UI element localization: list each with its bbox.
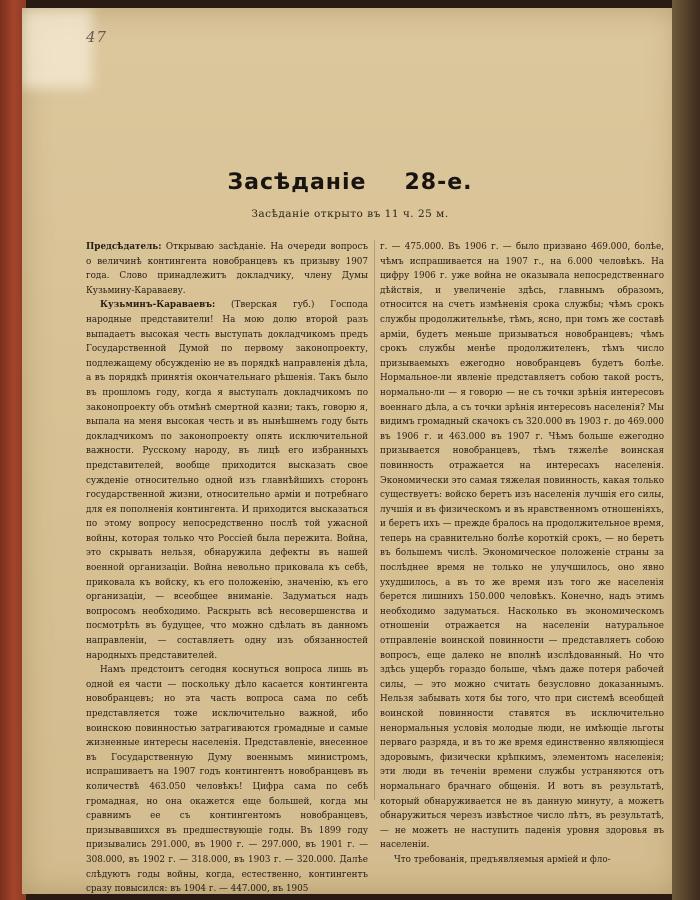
handwritten-page-mark: 47 (86, 28, 108, 46)
speaker-name: Кузьминъ-Караваевъ: (100, 300, 216, 311)
document-page (22, 8, 678, 894)
paragraph-text: (Тверская губ.) Господа народные представители! На мою долю второй разъ выпадаетъ высокая честь выступать докладчикомъ предъ Государственной Думой по первому законопроекту, подлежащему обсужденію не въ порядкѣ направленія дѣла, а въ порядкѣ принятія окончательнаго рѣшенія. Такъ было въ прошломъ году, когда я выступалъ докладчикомъ по законопроекту объ отмѣнѣ смертной казни; такъ, говорю я, выпала на меня высокая честь и въ нынѣшнемъ году быть докладчикомъ по законопроекту опять исключительной важности. Русскому народу, въ лицѣ его избранныхъ представителей, вообще приходится высказать свое сужденіе относительно одной изъ главнѣйшихъ сторонъ государственной жизни, относительно арміи и потребнаго для ея пополненія контингента. И приходится высказаться по этому вопросу непосредственно послѣ той ужасной войны, которая только что Россіей была пережита. Война, это скрывать нельзя, обнаружила дефекты въ нашей военной организаціи. Война невольно приковала къ себѣ, приковала къ войску, къ его положенію, значенію, къ его организаціи, — всеобщее вниманіе. Задуматься надъ вопросомъ необходимо. Раскрыть всѣ несовершенства и посмотрѣть въ будущее, что можно сдѣлать въ данномъ направленіи, — составляетъ одну изъ обязанностей народныхъ представителей. (86, 300, 369, 661)
paragraph (380, 853, 664, 868)
paper-stain (22, 8, 92, 88)
right-column (380, 240, 664, 868)
paragraph-text: Намъ предстоитъ сегодня коснуться вопроса лишь въ одной ея части — поскольку дѣло касается контингента новобранцевъ; но эта часть вопроса сама по себѣ представляется тоже исключительно важной, ибо воинскою повинностью затрагиваются громадные и самые жизненные интересы населенія. Представленіе, внесенное въ Государственную Думу военнымъ министромъ, испрашиваетъ на 1907 годъ контингентъ новобранцевъ въ количествѣ 463.050 человѣкъ! Цифра сама по себѣ громадная, но она окажется еще большей, когда мы сравнимъ ее съ контингентомъ новобранцевъ, призывавшихся въ предшествующіе годы. Въ 1899 году призывались 291.000, въ 1900 г. — 297.000, въ 1901 г. — 308.000, въ 1902 г. — 318.000, въ 1903 г. — 320.000. Далѣе слѣдуютъ годы войны, когда, естественно, контингентъ сразу повысился: въ 1904 г. — 447.000, въ 1905 (86, 665, 368, 894)
paragraph (86, 240, 368, 298)
paragraph-text: г. — 475.000. Въ 1906 г. — было призвано 469.000, болѣе, чѣмъ испрашивается на 1907 г., на 6.000 человѣкъ. На цифру 1906 г. уже война не оказывала непосредственнаго дѣйствія, и увеличеніе здѣсь, главнымъ образомъ, относится на счетъ измѣненія срока службы; чѣмъ срокъ службы продолжительнѣе, тѣмъ, ясно, при томъ же составѣ арміи, будетъ меньше призываться новобранцевъ; чѣмъ срокъ службы менѣе продолжителенъ, тѣмъ число призываемыхъ ежегодно новобранцевъ будетъ болѣе. Нормальное-ли явленіе представляетъ собою такой ростъ, нормально-ли — я говорю — не съ точки зрѣнія интересовъ военнаго дѣла, а съ точки зрѣнія интересовъ населенія? Мы видимъ громадный скачокъ съ 320.000 въ 1903 г. до 469.000 въ 1906 г. и 463.000 въ 1907 г. Чѣмъ больше ежегодно призывается новобранцевъ, тѣмъ тяжелѣе воинская повинность отражается на интересахъ населенія. Экономически это самая тяжелая повинность, какая только существуетъ: войско беретъ изъ населенія лучшія его силы, лучшія и въ физическомъ и въ нравственномъ отношеніяхъ, и беретъ ихъ — прежде бралось на продолжительное время, теперь на сравнительно болѣе короткій срокъ, — но беретъ въ большемъ числѣ. Экономическое положеніе страны за послѣднее время не только не улучшилось, оно явно ухудшилось, а въ то же время изъ того же населенія берется лишнихъ 150.000 человѣкъ. Конечно, надъ этимъ необходимо задуматься. Насколько въ экономическомъ отношеніи отражается на населеніи натуральное отправленіе воинской повинности — представляетъ собою вопросъ, еще далеко не вполнѣ изслѣдованный. Но что здѣсь ущербъ гораздо больше, чѣмъ даже потеря рабочей силы, — это можно считать безусловно доказаннымъ. Нельзя забывать хотя бы того, что при системѣ всеобщей воинской повинности ставятся въ исключительно ненормальныя условія молодые люди, не имѣющіе льготы перваго разряда, и въ то же время единственно являющіеся здоровымъ, физически крѣпкимъ, элементомъ населенія; эти люди въ теченіи времени службы устраняются отъ нормальнаго брачнаго общенія. И вотъ въ результатѣ, который обнаруживается не въ данную минуту, а можетъ обнаружиться черезъ извѣстное число лѣтъ, въ результатѣ, — не можетъ не наступить паденія уровня здоровья въ населеніи. (380, 242, 664, 851)
left-column (86, 240, 368, 894)
book-page-edge (672, 0, 700, 900)
title-number: 28-е. (404, 170, 473, 195)
speaker-name: Предсѣдатель: (86, 242, 162, 252)
paragraph (86, 298, 368, 663)
column-divider (374, 240, 375, 800)
title-word: Засѣданіе (227, 170, 367, 195)
paragraph-text: Что требованія, предъявляемыя арміей и фло- (394, 854, 611, 865)
page-title (22, 170, 678, 195)
paragraph (380, 240, 664, 853)
paragraph (86, 663, 368, 894)
paragraph-text: Открываю засѣданіе. На очереди вопросъ о величинѣ контингента новобранцевъ къ призыву 1907 года. Слово принадлежитъ докладчику, члену Думы Кузьмину-Караваеву. (86, 242, 369, 296)
session-opening-time: Засѣданіе открыто въ 11 ч. 25 м. (251, 208, 449, 220)
